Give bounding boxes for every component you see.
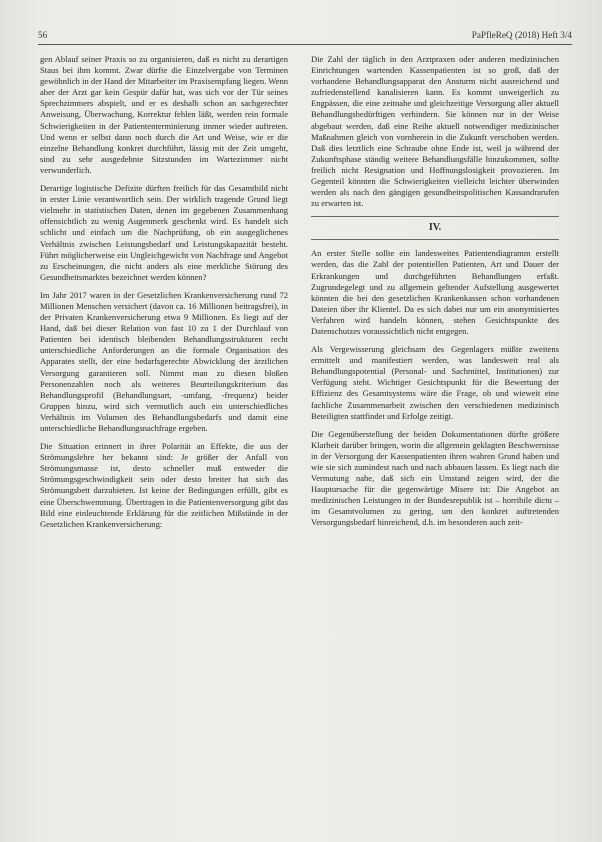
- paragraph: Die Situation erinnert in ihrer Polarität an Effekte, die aus der Strömungslehre her bekannt sind: Je größer der Anfall von Strömungsmasse ist, desto schneller muß entweder die Strömungsgeschwindigkeit sein oder desto breiter hat sich das Strömungsbett darzubieten. Ist keine der Bedingungen erfüllt, gibt es eine Überschwemmung. Übertragen in die Patientenversorgung gibt das Bild eine einleuchtende Erklärung für die zeitlichen Mißstände in der Gesetzlichen Krankenversicherung:: [40, 441, 288, 529]
- page-number: 56: [38, 30, 48, 40]
- journal-title: PaPfleReQ (2018) Heft 3/4: [471, 30, 572, 40]
- right-column: [311, 54, 559, 536]
- paragraph: gen Ablauf seiner Praxis so zu organisieren, daß es nicht zu derartigen Staus bei ihm kommt. Zwar dürfte die Einzelvergabe von Terminen gewöhnlich in der Hand der Mitarbeiter im Praxisempfang liegen. Wenn aber der Arzt gar kein Gespür dafür hat, was sich vor der Tür seines Sprechzimmers abspielt, und er es deshalb schon an sachgerechter Anweisung, Überwachung, Korrektur fehlen läßt, werden rein formale Schwierigkeiten in der Patiententerminierung immer wieder auftreten. Und wenn er selbst dann noch durch die Art und Weise, wie er die einzelne Behandlung konkret durchführt, lässig mit der Zeit umgeht, sind zu sehr ausgedehnte Sitzstunden im Wartezimmer nicht verwunderlich.: [40, 54, 288, 175]
- paragraph: Derartige logistische Defizite dürften freilich für das Gesamtbild nicht in erster Linie verantwortlich sein. Der wirklich tragende Grund liegt vielmehr in statistischen Daten, denen im gegebenen Zusammenhang offensichtlich zu wenig Augenmerk geschenkt wird. Es handelt sich schlicht und einfach um die Nachprüfung, ob ein ausgeglichenes Verhältnis zwischen Leistungsbedarf und Leistungskapazität besteht. Führt möglicherweise ein Ungleichgewicht von Nachfrage und Angebot zu Erscheinungen, die nicht anders als eine merkliche Störung des Gesundheitsmarktes bezeichnet werden können?: [40, 183, 288, 282]
- section-heading: IV.: [311, 216, 559, 240]
- paragraph: Die Gegenüberstellung der beiden Dokumentationen dürfte größere Klarheit darüber bringen, worin die allgemein geklagten Beschwernisse in der Versorgung der Kassenpatienten ihren wahren Grund haben und wie sie sich zumindest nach und nach abbauen lassen. Es liegt nach die Vermutung nahe, daß sich ein Umstand zeigen wird, der die Hauptursache für die gegenwärtige Misere ist: Die Angebot an medizinischen Leistungen in der Bundesrepublik ist – horribile dictu – im Gesamtvolumen zu gering, um den konkret auftretenden Versorgungsbedarf hinreichend, d.h. im besonderen auch zeit-: [311, 428, 559, 528]
- header-rule: [38, 44, 572, 45]
- paragraph: Die Zahl der täglich in den Arztpraxen oder anderen medizinischen Einrichtungen wartenden Kassenpatienten ist so groß, daß der vorhandene Behandlungsapparat den Ansturm nicht ausreichend und zufriedenstellend kanalisieren kann. Es kommt unweigerlich zu Engpässen, die eine zeitnahe und gleichzeitige Versorgung aller aktuell Behandlungsbedürftigen verhindern. Sie können nur in der Weise abgebaut werden, daß eine Reihe aktuell notwendiger medizinischer Maßnahmen gleich von vornherein in die Zukunft verschoben werden. Daß dies letztlich eine Schraube ohne Ende ist, weil ja während der Zukunftsphase ständig weitere Behandlungsfälle hinzukommen, sollte freilich nicht Resignation und Hoffnungslosigkeit provozieren. Im Gegenteil könnten die Schwierigkeiten vielleicht leichter überwinden werden als nach den gängigen gesundheitspolitischen Kassandrarufen zu erwarten ist.: [311, 54, 559, 209]
- left-column: [40, 54, 288, 537]
- paragraph: Als Vergewisserung gleichsam des Gegenlagers müßte zweitens ermittelt und manifestiert werden, was landesweit real als Behandlungspotential (Personal- und Sachmittel, Institutionen) zur Verfügung steht. Wichtiger Gesichtspunkt für die Bewertung der Effizienz des Gesamtsystems wäre die Frage, ob und wieweit eine fachliche Zusammenarbeit zwischen den verschiedenen medizinisch Beteiligten stattfindet und Erfolge zeitigt.: [311, 344, 559, 421]
- paragraph: Im Jahr 2017 waren in der Gesetzlichen Krankenversicherung rund 72 Millionen Menschen versichert (davon ca. 16 Millionen beitragsfrei), in der Privaten Krankenversicherung etwa 9 Millionen. Es liegt auf der Hand, daß bei dieser Relation von fast 10 zu 1 der Durchlauf von Patienten bei identisch bleibenden Behandlungsstrukturen recht unterschiedliche Anforderungen an die formale Organisation des Apparates stellt, der eine bedarfsgerechte Abwicklung der ärztlichen Versorgung garantieren soll. Nimmt man zu diesen bloßen Personenzahlen noch als weiteres Beurteilungskriterium das Behandlungsprofil (Behandlungsart, -umfang, -frequenz) beider Gruppen hinzu, wird sich vermutlich auch ein unterschiedliches Verhältnis im Volumen des Behandlungsbedarfs und damit eine unterschiedliche Behandlungsnachfrage ergeben.: [40, 289, 288, 433]
- paragraph: An erster Stelle sollte ein landesweites Patientendiagramm erstellt werden, das die Zahl der potentiellen Patienten, Art und Dauer der Erkrankungen und durchgeführten Behandlungen erfaßt. Zugrundegelegt und zu allgemein geltender Aufstellung ausgewertet könnten die bei den gesetzlichen Krankenkassen schon vorhandenen Dateien über ihr Klientel. Da es sich dabei nur um ein anonymisiertes Verfahren wird handeln können, stehen Gesichtspunkte des Datenschutzes voraussichtlich nicht entgegen.: [311, 248, 559, 336]
- page-header: [38, 30, 572, 44]
